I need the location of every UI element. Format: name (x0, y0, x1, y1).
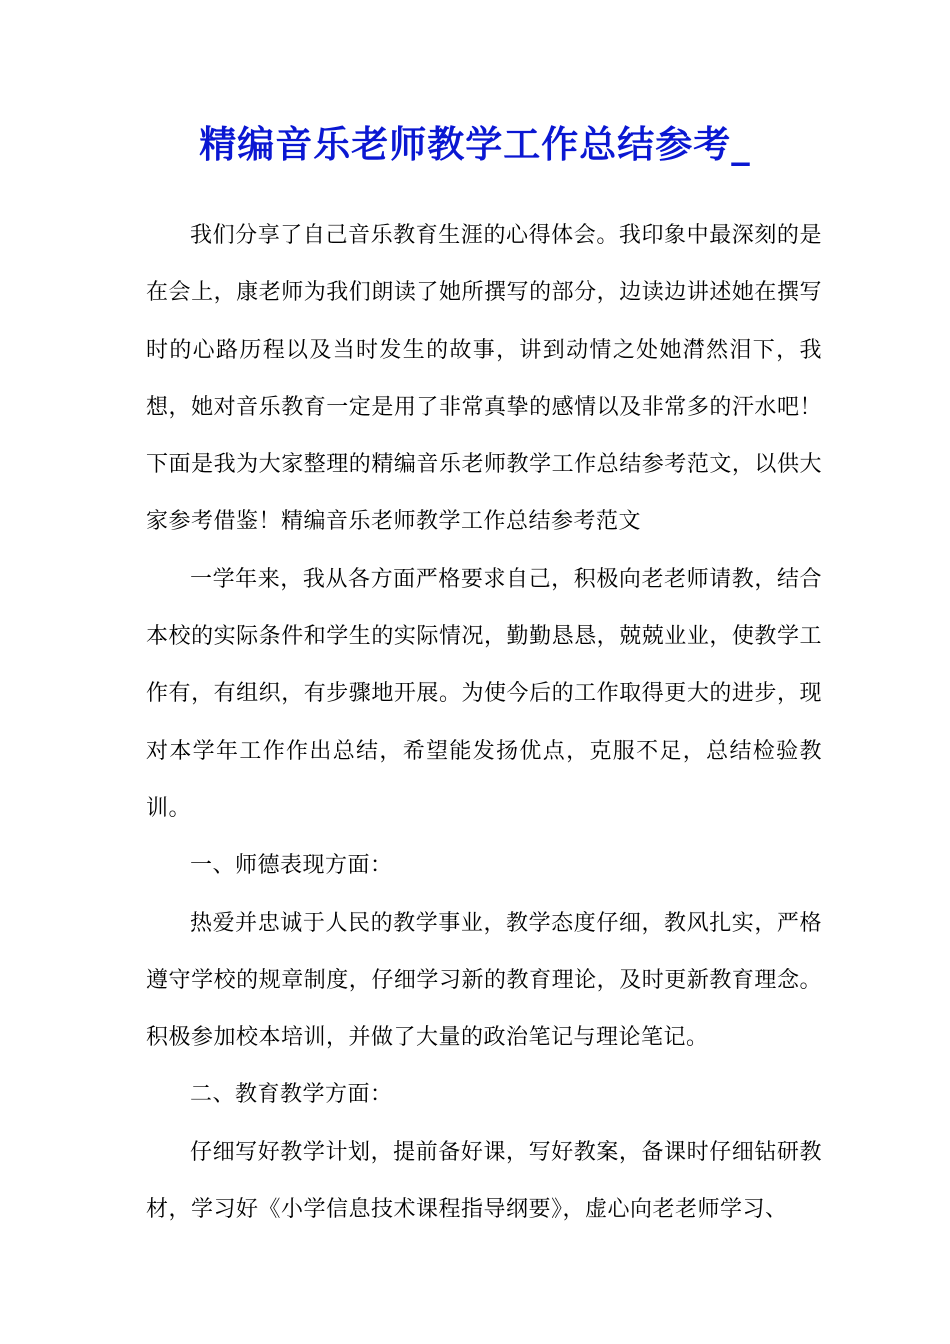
paragraph-ethics: 热爱并忠诚于人民的教学事业，教学态度仔细，教风扎实，严格遵守学校的规章制度，仔细学习新的教育理论，及时更新教育理念。积极参加校本培训，并做了大量的政治笔记与理论笔记。 (146, 910, 822, 1051)
section-heading-ethics: 一、师德表现方面： (190, 853, 393, 879)
paragraph-teaching: 仔细写好教学计划，提前备好课，写好教案，备课时仔细钻研教材，学习好《小学信息技术课程指导纲要》，虚心向老老师学习、 (146, 1139, 822, 1223)
section-heading-teaching: 二、教育教学方面： (190, 1082, 393, 1108)
paragraph-overview: 一学年来，我从各方面严格要求自己，积极向老老师请教，结合本校的实际条件和学生的实际情况，勤勤恳恳，兢兢业业，使教学工作有，有组织，有步骤地开展。为使今后的工作取得更大的进步，现对本学年工作作出总结，希望能发扬优点，克服不足，总结检验教训。 (146, 566, 822, 821)
paragraph-intro: 我们分享了自己音乐教育生涯的心得体会。我印象中最深刻的是在会上，康老师为我们朗读了她所撰写的部分，边读边讲述她在撰写时的心路历程以及当时发生的故事，讲到动情之处她潸然泪下，我想，她对音乐教育一定是用了非常真挚的感情以及非常多的汗水吧！下面是我为大家整理的精编音乐老师教学工作总结参考范文，以供大家参考借鉴！精编音乐老师教学工作总结参考范文 (146, 223, 822, 535)
document-title: 精编音乐老师教学工作总结参考_ (199, 122, 751, 166)
document-body (146, 207, 822, 1238)
